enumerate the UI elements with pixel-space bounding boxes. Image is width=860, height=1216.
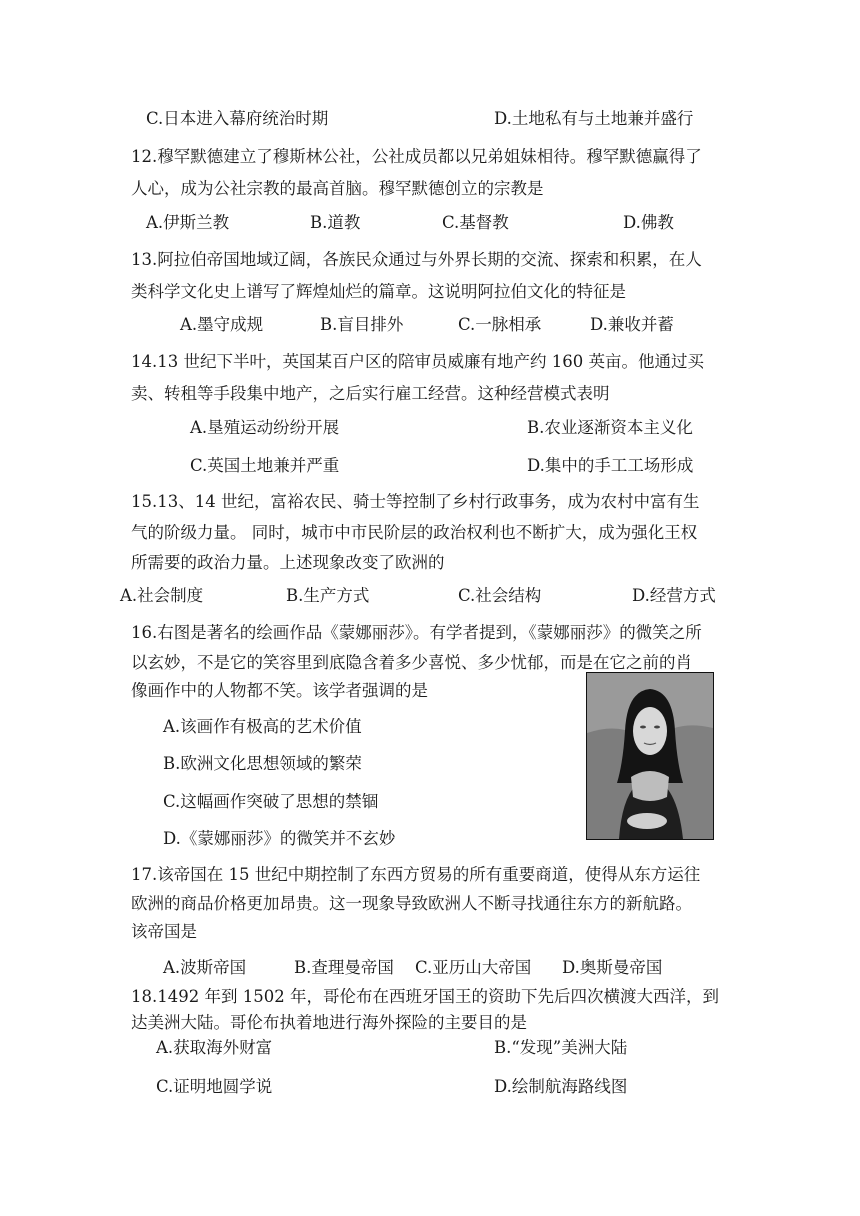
q14-stem-line1: 14.13 世纪下半叶，英国某百户区的陪审员威廉有地产约 160 英亩。他通过买: [131, 352, 704, 371]
q14-option-b: B.农业逐渐资本主义化: [527, 418, 693, 437]
q13-option-c: C.一脉相承: [458, 315, 542, 334]
q13-option-a: A.墨守成规: [180, 315, 264, 334]
q16-stem-line3: 像画作中的人物都不笑。该学者强调的是: [131, 681, 428, 700]
q15-stem-line2: 气的阶级力量。 同时，城市中市民阶层的政治权利也不断扩大，成为强化王权: [131, 523, 698, 542]
q14-option-c: C.英国土地兼并严重: [190, 456, 340, 475]
q16-option-b: B.欧洲文化思想领域的繁荣: [163, 754, 362, 773]
q18-stem-line1: 18.1492 年到 1502 年，哥伦布在西班牙国王的资助下先后四次横渡大西洋，到: [131, 987, 719, 1006]
q18-option-d: D.绘制航海路线图: [494, 1077, 628, 1096]
q11-option-c: C.日本进入幕府统治时期: [146, 109, 329, 128]
q17-option-b: B.查理曼帝国: [294, 958, 394, 977]
q13-stem-line1: 13.阿拉伯帝国地域辽阔，各族民众通过与外界长期的交流、探索和积累，在人: [131, 250, 702, 269]
q18-option-a: A.获取海外财富: [156, 1038, 273, 1057]
q17-stem-line2: 欧洲的商品价格更加昂贵。这一现象导致欧洲人不断寻找通往东方的新航路。: [131, 894, 692, 913]
q15-option-c: C.社会结构: [458, 586, 542, 605]
q15-option-d: D.经营方式: [632, 586, 716, 605]
q15-option-b: B.生产方式: [286, 586, 370, 605]
mona-lisa-drawing: [587, 673, 713, 839]
q16-option-c: C.这幅画作突破了思想的禁锢: [163, 792, 379, 811]
q17-stem-line3: 该帝国是: [131, 922, 197, 941]
mona-lisa-image: [586, 672, 714, 840]
q17-option-c: C.亚历山大帝国: [415, 958, 532, 977]
q15-option-a: A.社会制度: [120, 586, 204, 605]
q15-stem-line3: 所需要的政治力量。上述现象改变了欧洲的: [131, 553, 445, 572]
q14-option-a: A.垦殖运动纷纷开展: [190, 418, 340, 437]
q13-option-d: D.兼收并蓄: [590, 315, 674, 334]
q12-option-b: B.道教: [310, 213, 361, 232]
q12-option-d: D.佛教: [623, 213, 674, 232]
q16-option-d: D.《蒙娜丽莎》的微笑并不玄妙: [163, 829, 396, 848]
q12-stem-line1: 12.穆罕默德建立了穆斯林公社，公社成员都以兄弟姐妹相待。穆罕默德赢得了: [131, 147, 702, 166]
q14-stem-line2: 卖、转租等手段集中地产，之后实行雇工经营。这种经营模式表明: [131, 384, 610, 403]
q18-stem-line2: 达美洲大陆。哥伦布执着地进行海外探险的主要目的是: [131, 1013, 527, 1032]
q17-stem-line1: 17.该帝国在 15 世纪中期控制了东西方贸易的所有重要商道，使得从东方运往: [131, 865, 701, 884]
q16-option-a: A.该画作有极高的艺术价值: [163, 717, 362, 736]
q17-option-d: D.奥斯曼帝国: [562, 958, 663, 977]
q12-option-c: C.基督教: [442, 213, 509, 232]
q15-stem-line1: 15.13、14 世纪，富裕农民、骑士等控制了乡村行政事务，成为农村中富有生: [131, 492, 700, 511]
q11-option-d: D.土地私有与土地兼并盛行: [494, 109, 694, 128]
q18-option-c: C.证明地圆学说: [156, 1077, 273, 1096]
q13-option-b: B.盲目排外: [320, 315, 404, 334]
q17-option-a: A.波斯帝国: [163, 958, 247, 977]
q16-stem-line2: 以玄妙，不是它的笑容里到底隐含着多少喜悦、多少忧郁，而是在它之前的肖: [131, 653, 692, 672]
q16-stem-line1: 16.右图是著名的绘画作品《蒙娜丽莎》。有学者提到，《蒙娜丽莎》的微笑之所: [131, 623, 702, 642]
q12-stem-line2: 人心，成为公社宗教的最高首脑。穆罕默德创立的宗教是: [131, 179, 544, 198]
q14-option-d: D.集中的手工工场形成: [527, 456, 694, 475]
q13-stem-line2: 类科学文化史上谱写了辉煌灿烂的篇章。这说明阿拉伯文化的特征是: [131, 282, 626, 301]
q12-option-a: A.伊斯兰教: [146, 213, 230, 232]
q18-option-b: B.“发现”美洲大陆: [494, 1038, 628, 1057]
